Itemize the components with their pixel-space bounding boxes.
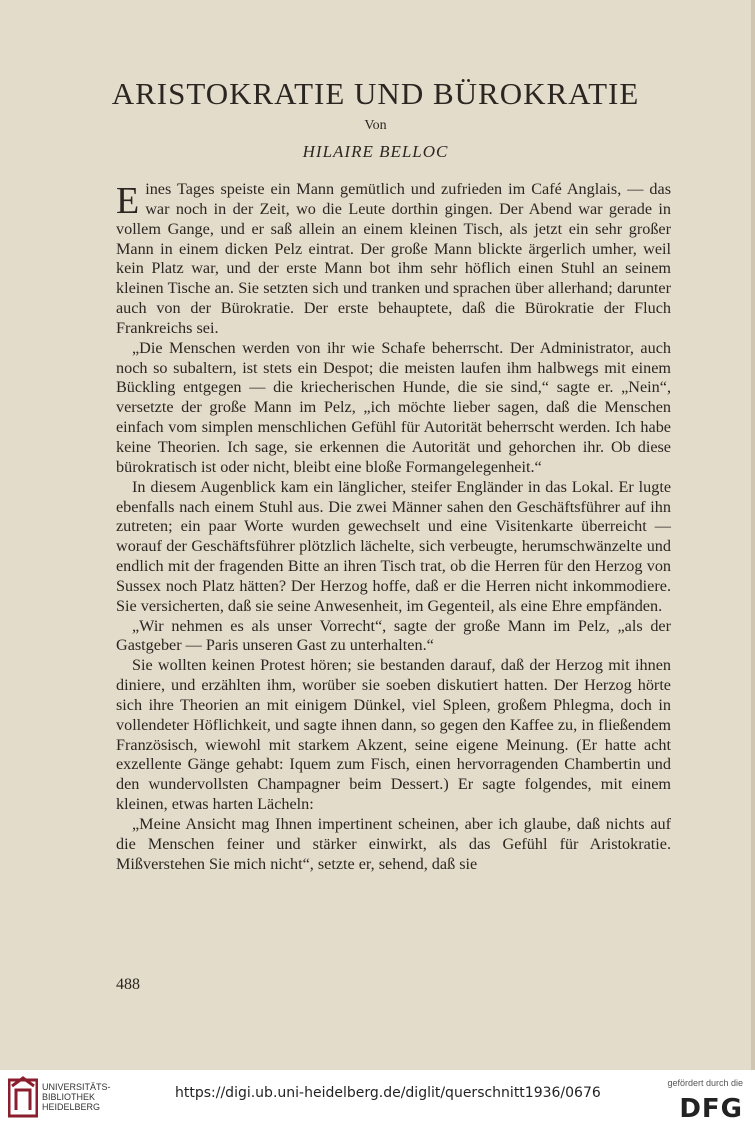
drop-cap: E xyxy=(116,180,140,222)
byline-von: Von xyxy=(364,118,387,133)
paragraph-2: „Die Menschen werden von ihr wie Schafe beherrscht. Der Administrator, auch noch so subaltern, ist stets ein Despot; die meisten laufen ihm halbwegs mit einem Bückling entgegen — die kriecherischen Hunde, die sie sind,“ sagte er. „Nein“, versetzte der große Mann im Pelz, „ich möchte lieber sagen, daß die Menschen einfach vom simplen menschlichen Gefühl für Autorität beherrscht werden. Ich habe keine Theorien. Ich sage, sie erkennen die Autorität und gehorchen ihr. Ob diese bürokratisch ist oder nicht, bleibt eine bloße Formangelegenheit.“ xyxy=(116,338,671,476)
permalink-url[interactable]: https://digi.ub.uni-heidelberg.de/diglit/querschnitt1936/0676 xyxy=(175,1085,601,1101)
library-name[interactable]: UNIVERSITÄTS- BIBLIOTHEK HEIDELBERG xyxy=(42,1082,111,1112)
paragraph-5: Sie wollten keinen Protest hören; sie bestanden darauf, daß der Herzog mit ihnen diniere, und erzählten ihm, worüber sie soeben diskutiert hatten. Der Herzog hörte sich ihre Theorien an mit einigem Dünkel, viel Spleen, großem Phlegma, doch in vollendeter Höflichkeit, und sagte ihnen dann, so gegen den Kaffee zu, in fließendem Französisch, wiewohl mit starkem Akzent, seine eigene Meinung. (Er hatte acht exzellente Gänge gehabt: Iquem zum Fisch, einen hervorragenden Chambertin und den wundervollsten Champagner beim Dessert.) Er sagte folgendes, mit einem kleinen, etwas harten Lächeln: xyxy=(116,656,671,814)
dfg-logo[interactable]: DFG xyxy=(679,1094,743,1124)
article-title: ARISTOKRATIE UND BÜROKRATIE xyxy=(111,76,640,111)
paragraph-3: In diesem Augenblick kam ein länglicher, steifer Engländer in das Lokal. Er lugte ebenfalls nach einem Stuhl aus. Die zwei Männer sahen den Geschäftsführer auf ihn zutreten; ein paar Worte wurden gewechselt und eine Visitenkarte überreicht — worauf der Geschäftsführer plötzlich lächelte, sich verbeugte, herumschwänzelte und endlich mit der fragenden Bitte an ihren Tisch trat, ob die Herren für den Herzog von Sussex noch Platz hätten? Der Herzog hoffe, daß er die Herren nicht inkommodiere. Sie versicherten, daß sie seine Anwesenheit, im Gegenteil, als eine Ehre empfänden. xyxy=(116,477,671,615)
paragraph-6: „Meine Ansicht mag Ihnen impertinent scheinen, aber ich glaube, daß nichts auf die Menschen feiner und stärker einwirkt, als das Gefühl für Aristokratie. Mißverstehen Sie mich nicht“, setzte er, sehend, daß sie xyxy=(116,815,671,873)
article-body xyxy=(116,180,671,875)
author-name: HILAIRE BELLOC xyxy=(302,142,449,161)
page-number: 488 xyxy=(116,976,140,993)
university-library-logo-icon xyxy=(8,1076,38,1120)
funding-caption: gefördert durch die xyxy=(667,1078,743,1088)
paragraph-4: „Wir nehmen es als unser Vorrecht“, sagte der große Mann im Pelz, „als der Gastgeber — Paris unseren Gast zu unterhalten.“ xyxy=(116,616,671,655)
paragraph-1: Eines Tages speiste ein Mann gemütlich und zufrieden im Café Anglais, — das war noch in der Zeit, wo die Leute dorthin gingen. Der Abend war gerade in vollem Gange, und er saß allein an einem kleinen Tisch, als jetzt ein sehr großer Mann in einem dicken Pelz eintrat. Der große Mann blickte ärgerlich umher, weil kein Platz war, und der erste Mann bot ihm sehr höflich einen Stuhl an seinem kleinen Tische an. Sie setzten sich und tranken und sprachen über allerhand; darunter auch von der Bürokratie. Der erste behauptete, daß die Bürokratie der Fluch Frankreichs sei. xyxy=(116,180,671,337)
footer-bar xyxy=(0,1070,755,1129)
